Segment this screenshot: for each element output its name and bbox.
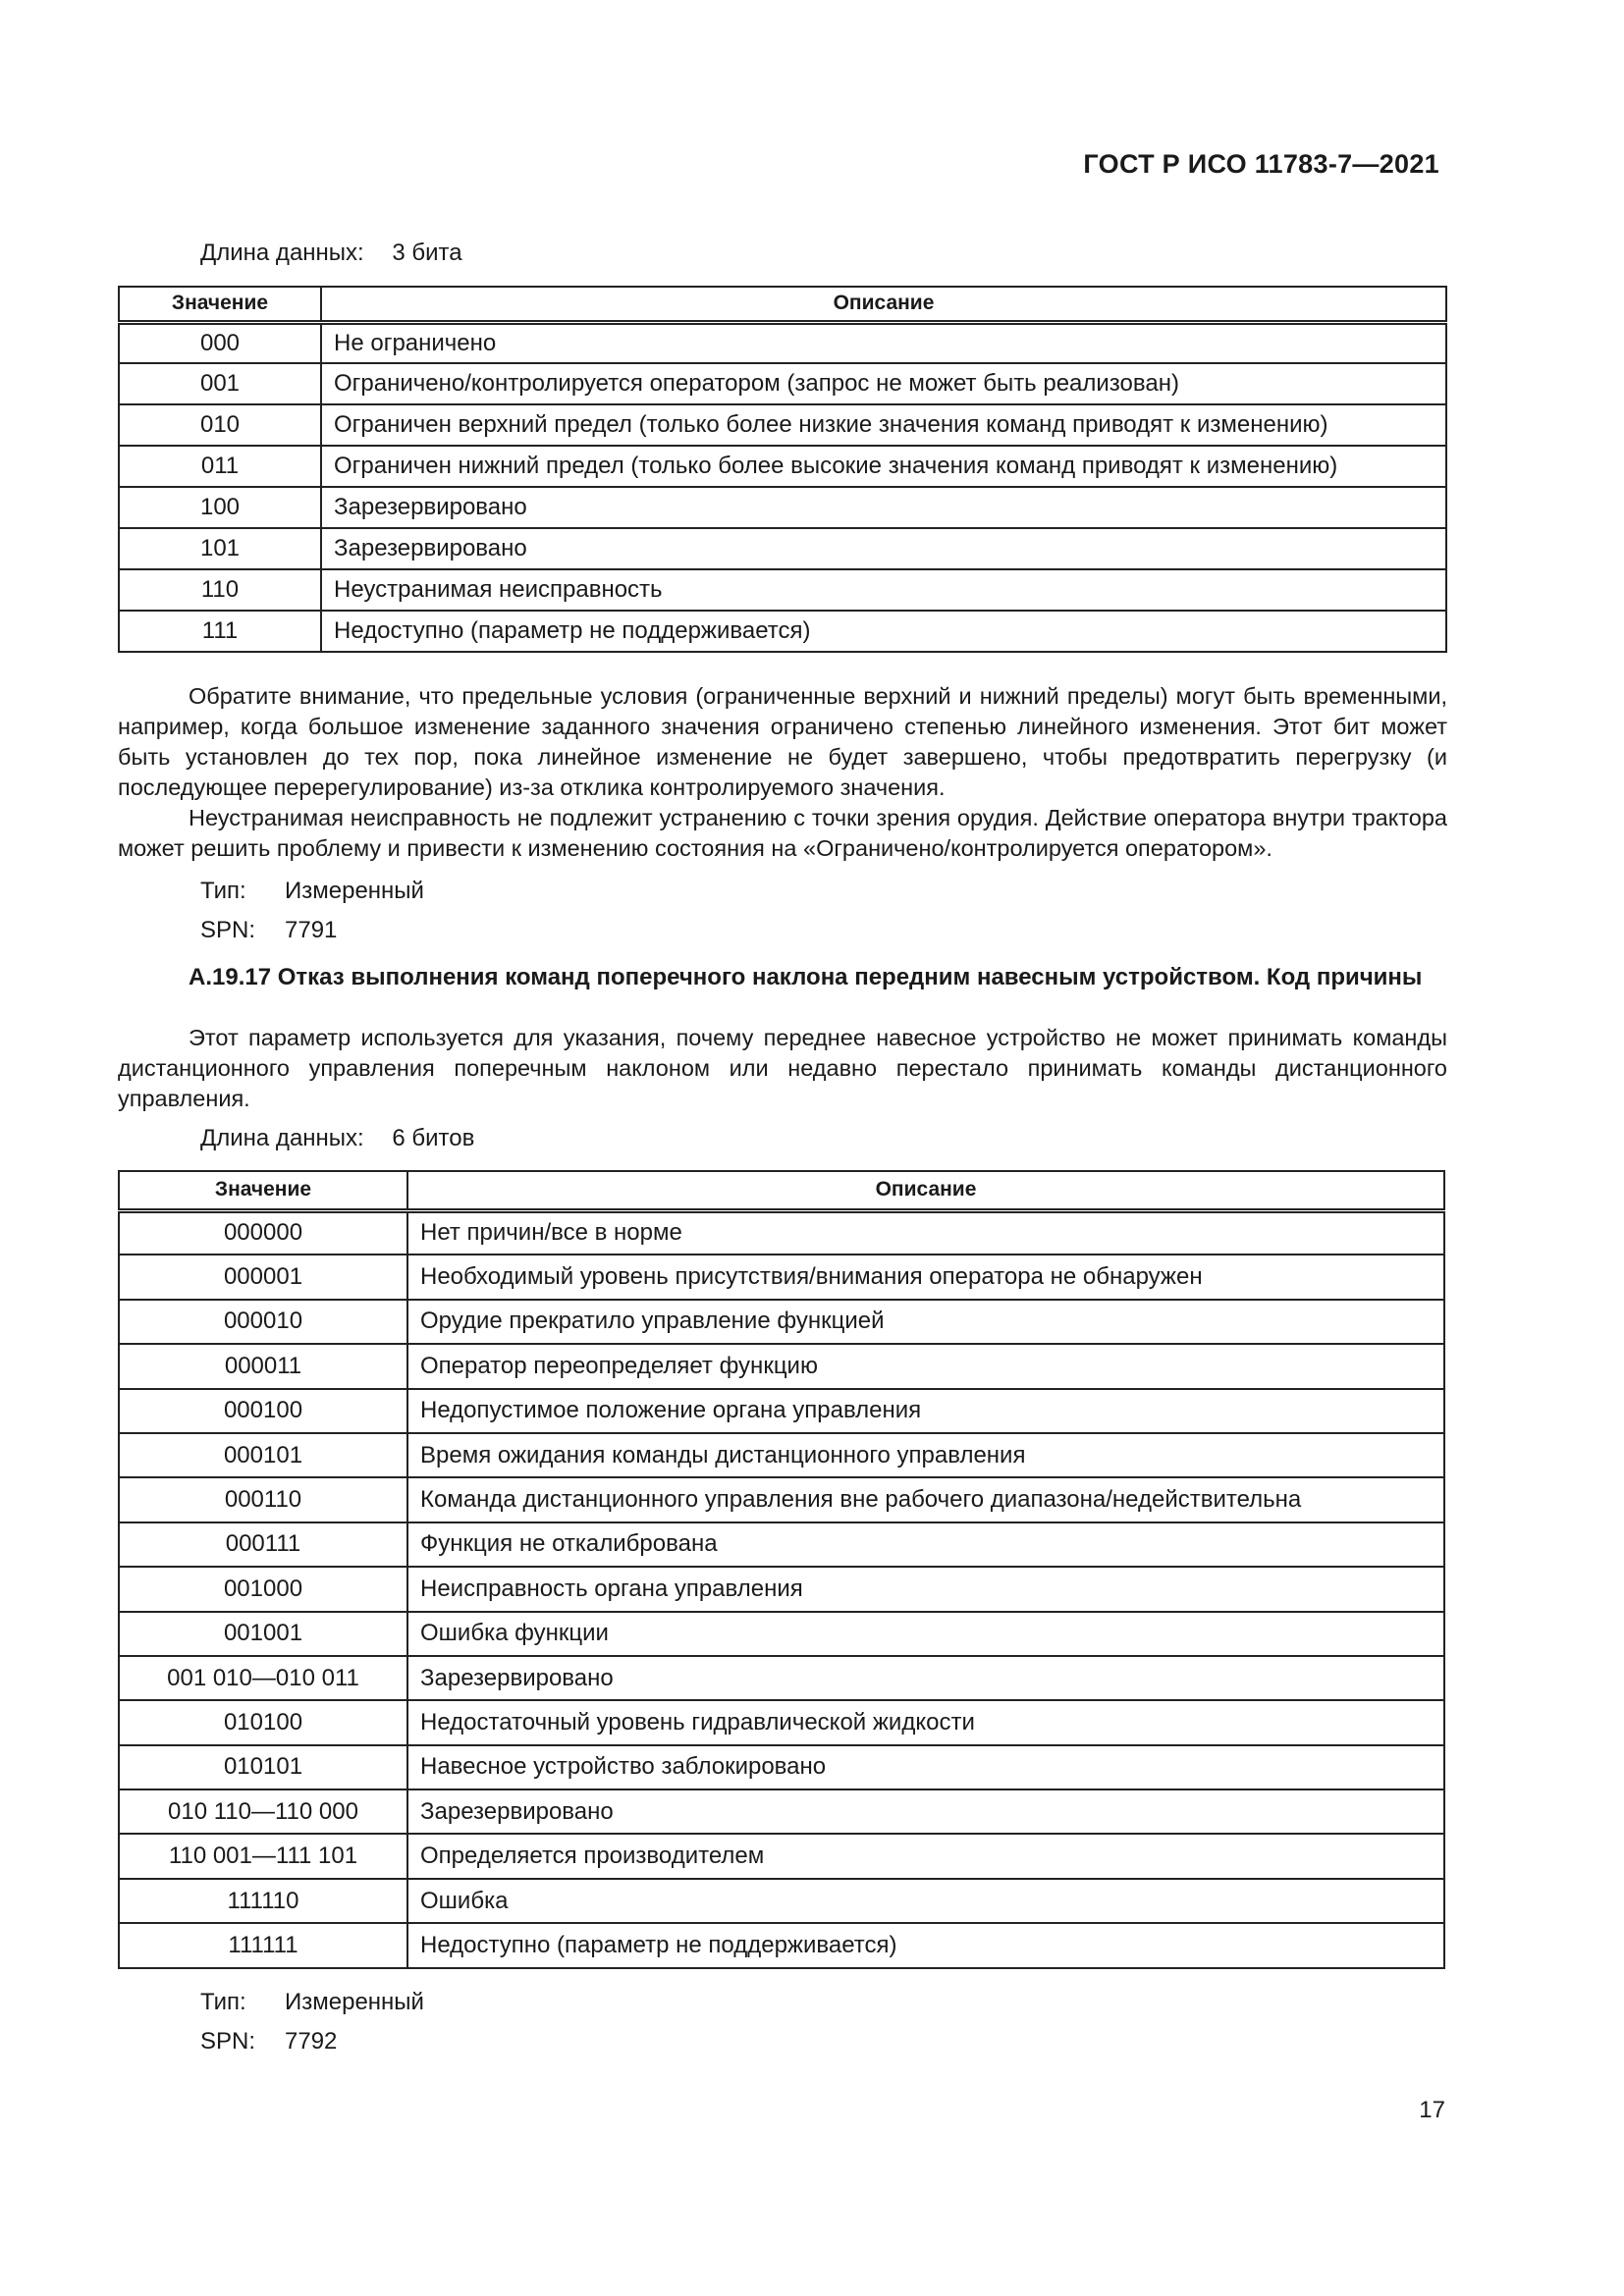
table2-body xyxy=(119,1210,1444,1968)
cell-value: 011 xyxy=(119,446,321,487)
cell-description: Неустранимая неисправность xyxy=(321,569,1446,611)
table-row xyxy=(119,1834,1444,1878)
value-table-2 xyxy=(118,1170,1445,1969)
value-table-1 xyxy=(118,286,1447,653)
note-paragraph-2: Неустранимая неисправность не подлежит устранению с точки зрения орудия. Действие оператора внутри трактора может решить проблему и привести к изменению состояния на «Ограничено/контролируется оператором». xyxy=(118,805,1447,861)
type-line-1 xyxy=(200,878,424,905)
table-row xyxy=(119,1745,1444,1789)
cell-value: 001000 xyxy=(119,1567,407,1611)
table1-data-length xyxy=(200,240,462,267)
table-row xyxy=(119,322,1446,363)
spn-label: SPN: xyxy=(200,917,256,943)
cell-value: 000011 xyxy=(119,1344,407,1388)
cell-value: 000111 xyxy=(119,1522,407,1567)
cell-description: Недостаточный уровень гидравлической жидкости xyxy=(407,1700,1444,1744)
note-paragraph-1: Обратите внимание, что предельные условия (ограниченные верхний и нижний пределы) могут быть временными, например, когда большое изменение заданного значения ограничено степенью линейного изменения. Этот бит может быть установлен до тех пор, пока линейное изменение не будет завершено, чтобы предотвратить перегрузку (и последующее перерегулирование) из-за отклика контролируемого значения. xyxy=(118,683,1447,800)
type-value: Измеренный xyxy=(285,878,424,904)
cell-description: Ошибка xyxy=(407,1879,1444,1923)
table-row xyxy=(119,1210,1444,1255)
cell-value: 000001 xyxy=(119,1255,407,1299)
table-row xyxy=(119,1656,1444,1700)
cell-value: 111111 xyxy=(119,1923,407,1967)
cell-description: Навесное устройство заблокировано xyxy=(407,1745,1444,1789)
table-row xyxy=(119,1477,1444,1522)
table-row xyxy=(119,1433,1444,1477)
cell-value: 010 110—110 000 xyxy=(119,1789,407,1834)
table-row xyxy=(119,1344,1444,1388)
cell-value: 001001 xyxy=(119,1612,407,1656)
cell-value: 000010 xyxy=(119,1300,407,1344)
data-length-value: 3 бита xyxy=(392,240,462,266)
cell-description: Ограничен нижний предел (только более высокие значения команд приводят к изменению) xyxy=(321,446,1446,487)
cell-description: Недоступно (параметр не поддерживается) xyxy=(407,1923,1444,1967)
cell-value: 110 xyxy=(119,569,321,611)
cell-value: 001 010—010 011 xyxy=(119,1656,407,1700)
spn-value: 7791 xyxy=(285,917,338,943)
table-header-row xyxy=(119,287,1446,322)
cell-description: Функция не откалибрована xyxy=(407,1522,1444,1567)
cell-value: 001 xyxy=(119,363,321,404)
table-row xyxy=(119,569,1446,611)
spn-line-2 xyxy=(200,2028,337,2056)
table-row xyxy=(119,1300,1444,1344)
cell-value: 000100 xyxy=(119,1389,407,1433)
table-row xyxy=(119,1923,1444,1967)
cell-description: Зарезервировано xyxy=(321,487,1446,528)
cell-description: Необходимый уровень присутствия/внимания оператора не обнаружен xyxy=(407,1255,1444,1299)
data-length-label: Длина данных: xyxy=(200,1125,364,1151)
cell-description: Время ожидания команды дистанционного управления xyxy=(407,1433,1444,1477)
cell-description: Зарезервировано xyxy=(407,1656,1444,1700)
type-label: Тип: xyxy=(200,1989,246,2015)
spn-label: SPN: xyxy=(200,2028,256,2055)
cell-value: 111 xyxy=(119,611,321,652)
table-row xyxy=(119,1612,1444,1656)
type-label: Тип: xyxy=(200,878,246,904)
cell-description: Не ограничено xyxy=(321,322,1446,363)
table-row xyxy=(119,1389,1444,1433)
page-number: 17 xyxy=(1419,2097,1445,2123)
table-row xyxy=(119,446,1446,487)
table-row xyxy=(119,487,1446,528)
cell-value: 000 xyxy=(119,322,321,363)
table-row xyxy=(119,611,1446,652)
cell-value: 000000 xyxy=(119,1210,407,1255)
cell-value: 010101 xyxy=(119,1745,407,1789)
spn-line-1 xyxy=(200,917,337,944)
table2-data-length xyxy=(200,1125,474,1152)
section-heading: А.19.17 Отказ выполнения команд поперечного наклона передним навесным устройством. Код причины xyxy=(189,964,1423,990)
cell-value: 000101 xyxy=(119,1433,407,1477)
cell-description: Команда дистанционного управления вне рабочего диапазона/недействительна xyxy=(407,1477,1444,1522)
cell-value: 010100 xyxy=(119,1700,407,1744)
cell-description: Зарезервировано xyxy=(407,1789,1444,1834)
column-header-description: Описание xyxy=(321,287,1446,322)
table-row xyxy=(119,528,1446,569)
cell-description: Ограничено/контролируется оператором (запрос не может быть реализован) xyxy=(321,363,1446,404)
table-row xyxy=(119,1700,1444,1744)
cell-description: Недопустимое положение органа управления xyxy=(407,1389,1444,1433)
cell-description: Зарезервировано xyxy=(321,528,1446,569)
table-row xyxy=(119,1255,1444,1299)
cell-description: Нет причин/все в норме xyxy=(407,1210,1444,1255)
column-header-description: Описание xyxy=(407,1171,1444,1210)
data-length-label: Длина данных: xyxy=(200,240,364,266)
column-header-value: Значение xyxy=(119,1171,407,1210)
spn-value: 7792 xyxy=(285,2028,338,2055)
cell-description: Орудие прекратило управление функцией xyxy=(407,1300,1444,1344)
table-row xyxy=(119,363,1446,404)
cell-description: Ошибка функции xyxy=(407,1612,1444,1656)
cell-value: 100 xyxy=(119,487,321,528)
table-row xyxy=(119,404,1446,446)
table-row xyxy=(119,1879,1444,1923)
cell-value: 101 xyxy=(119,528,321,569)
column-header-value: Значение xyxy=(119,287,321,322)
cell-value: 110 001—111 101 xyxy=(119,1834,407,1878)
cell-description: Определяется производителем xyxy=(407,1834,1444,1878)
type-line-2 xyxy=(200,1989,424,2016)
cell-description: Оператор переопределяет функцию xyxy=(407,1344,1444,1388)
cell-description: Недоступно (параметр не поддерживается) xyxy=(321,611,1446,652)
table-row xyxy=(119,1567,1444,1611)
cell-description: Ограничен верхний предел (только более низкие значения команд приводят к изменению) xyxy=(321,404,1446,446)
table1-body xyxy=(119,322,1446,652)
section-paragraph: Этот параметр используется для указания, почему переднее навесное устройство не может принимать команды дистанционного управления поперечным наклоном или недавно перестало принимать команды дистанционного управления. xyxy=(118,1025,1447,1111)
document-header: ГОСТ Р ИСО 11783-7—2021 xyxy=(1083,149,1439,179)
cell-description: Неисправность органа управления xyxy=(407,1567,1444,1611)
cell-value: 111110 xyxy=(119,1879,407,1923)
type-value: Измеренный xyxy=(285,1989,424,2015)
table-header-row xyxy=(119,1171,1444,1210)
table-row xyxy=(119,1522,1444,1567)
cell-value: 010 xyxy=(119,404,321,446)
table-row xyxy=(119,1789,1444,1834)
cell-value: 000110 xyxy=(119,1477,407,1522)
data-length-value: 6 битов xyxy=(392,1125,475,1151)
